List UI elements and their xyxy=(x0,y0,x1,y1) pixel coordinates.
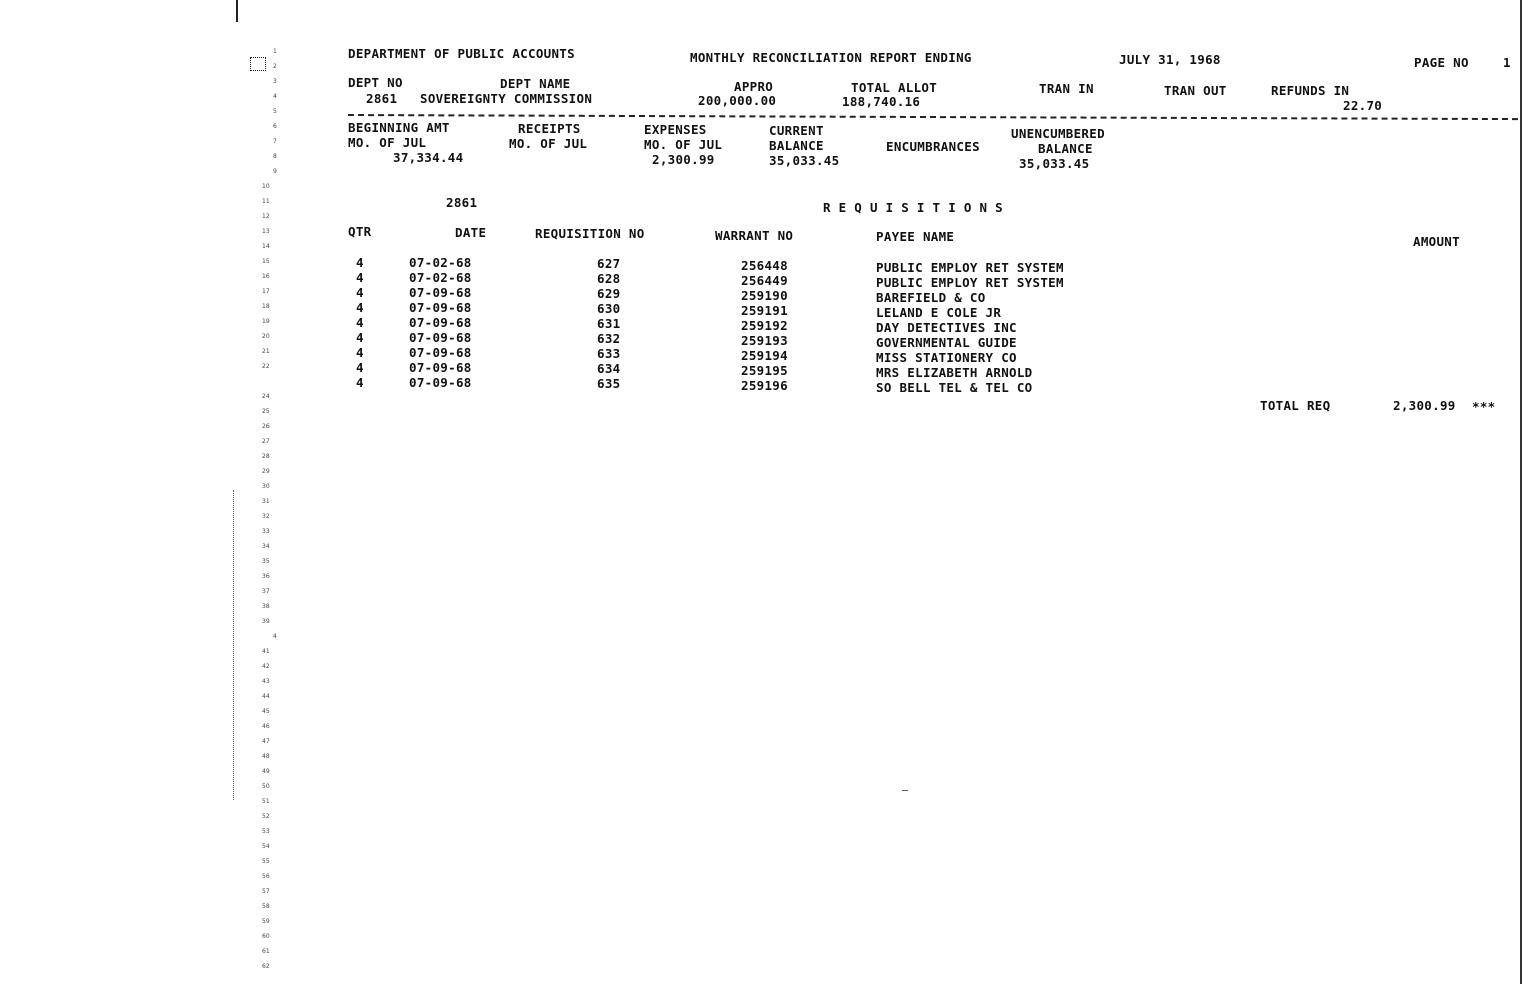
margin-line-number: 43 xyxy=(262,678,270,685)
margin-line-number: 37 xyxy=(262,588,270,595)
margin-line-number: 1 xyxy=(273,48,277,55)
column-header-qtr: QTR xyxy=(348,224,372,239)
margin-line-number: 6 xyxy=(273,123,277,130)
margin-line-number: 47 xyxy=(262,738,270,745)
cell-date: 07-09-68 xyxy=(409,330,472,345)
margin-line-number: 58 xyxy=(262,903,270,910)
margin-line-number: 4 xyxy=(273,633,277,640)
margin-line-number: 51 xyxy=(262,798,270,805)
margin-line-number: 12 xyxy=(262,213,270,220)
label-appro: APPRO xyxy=(734,79,774,94)
total-req-marker: *** xyxy=(1472,399,1496,414)
cell-requisition-no: 634 xyxy=(597,361,621,376)
cell-warrant-no: 259192 xyxy=(741,318,788,333)
cell-date: 07-09-68 xyxy=(409,360,472,375)
margin-line-number: 54 xyxy=(262,843,270,850)
cell-payee-name: BAREFIELD & CO xyxy=(876,290,986,305)
label-receipts: RECEIPTS xyxy=(518,121,581,136)
margin-line-number: 49 xyxy=(262,768,270,775)
cell-date: 07-09-68 xyxy=(409,285,472,300)
label-tran-in: TRAN IN xyxy=(1039,81,1094,96)
margin-line-number: 44 xyxy=(262,693,270,700)
margin-line-number: 20 xyxy=(262,333,270,340)
cell-warrant-no: 259193 xyxy=(741,333,788,348)
cell-requisition-no: 631 xyxy=(597,316,621,331)
margin-line-number: 5 xyxy=(273,108,277,115)
label-current-sub: BALANCE xyxy=(769,138,824,153)
margin-line-number: 21 xyxy=(262,348,270,355)
left-margin-dotted-line xyxy=(233,490,234,800)
margin-line-number: 11 xyxy=(262,198,270,205)
cell-requisition-no: 635 xyxy=(597,376,621,391)
label-beginning-amt-sub: MO. OF JUL xyxy=(348,135,427,150)
cell-warrant-no: 256448 xyxy=(741,258,788,273)
cell-date: 07-09-68 xyxy=(409,315,472,330)
margin-line-number: 7 xyxy=(273,138,277,145)
cell-payee-name: MRS ELIZABETH ARNOLD xyxy=(876,365,1033,380)
department-title: DEPARTMENT OF PUBLIC ACCOUNTS xyxy=(348,46,575,61)
cell-warrant-no: 256449 xyxy=(741,273,788,288)
margin-line-number: 38 xyxy=(262,603,270,610)
cell-requisition-no: 632 xyxy=(597,331,621,346)
cell-qtr: 4 xyxy=(356,375,364,390)
margin-line-number: 48 xyxy=(262,753,270,760)
value-current-balance: 35,033.45 xyxy=(769,153,840,168)
cell-requisition-no: 628 xyxy=(597,271,621,286)
report-title: MONTHLY RECONCILIATION REPORT ENDING xyxy=(690,50,972,65)
margin-line-number: 27 xyxy=(262,438,270,445)
label-unencumbered: UNENCUMBERED xyxy=(1011,126,1105,141)
cell-qtr: 4 xyxy=(356,315,364,330)
label-dept-no: DEPT NO xyxy=(348,75,403,90)
cell-payee-name: PUBLIC EMPLOY RET SYSTEM xyxy=(876,260,1064,275)
margin-line-number: 26 xyxy=(262,423,270,430)
value-dept-name: SOVEREIGNTY COMMISSION xyxy=(420,91,593,106)
value-beginning-amt: 37,334.44 xyxy=(393,150,464,165)
label-expenses: EXPENSES xyxy=(644,122,707,137)
label-current: CURRENT xyxy=(769,123,824,138)
margin-line-number: 28 xyxy=(262,453,270,460)
left-edge-mark xyxy=(236,0,238,22)
value-refunds-in: 22.70 xyxy=(1343,98,1383,113)
margin-line-number: 50 xyxy=(262,783,270,790)
margin-line-number: 29 xyxy=(262,468,270,475)
cell-date: 07-09-68 xyxy=(409,300,472,315)
cell-qtr: 4 xyxy=(356,330,364,345)
margin-line-number: 9 xyxy=(273,168,277,175)
requisitions-title: R E Q U I S I T I O N S xyxy=(823,200,1003,215)
margin-line-number: 16 xyxy=(262,273,270,280)
label-beginning-amt: BEGINNING AMT xyxy=(348,120,450,135)
cell-date: 07-02-68 xyxy=(409,255,472,270)
cell-date: 07-09-68 xyxy=(409,375,472,390)
margin-line-number: 15 xyxy=(262,258,270,265)
cell-requisition-no: 629 xyxy=(597,286,621,301)
column-header-date: DATE xyxy=(455,225,487,240)
margin-line-number: 53 xyxy=(262,828,270,835)
requisitions-dept-no: 2861 xyxy=(446,195,478,210)
scan-speck xyxy=(902,790,908,791)
separator-line xyxy=(348,114,1518,120)
cell-requisition-no: 633 xyxy=(597,346,621,361)
cell-warrant-no: 259194 xyxy=(741,348,788,363)
margin-line-number: 57 xyxy=(262,888,270,895)
label-refunds-in: REFUNDS IN xyxy=(1271,83,1350,98)
column-header-payee-name: PAYEE NAME xyxy=(876,229,955,244)
label-tran-out: TRAN OUT xyxy=(1164,83,1227,98)
margin-line-number: 60 xyxy=(262,933,270,940)
column-header-amount: AMOUNT xyxy=(1413,234,1460,249)
margin-line-number: 56 xyxy=(262,873,270,880)
margin-line-number: 36 xyxy=(262,573,270,580)
cell-payee-name: PUBLIC EMPLOY RET SYSTEM xyxy=(876,275,1064,290)
cell-payee-name: LELAND E COLE JR xyxy=(876,305,1002,320)
total-req-label: TOTAL REQ xyxy=(1260,398,1331,413)
margin-line-number: 19 xyxy=(262,318,270,325)
cell-payee-name: MISS STATIONERY CO xyxy=(876,350,1017,365)
margin-line-number: 39 xyxy=(262,618,270,625)
margin-line-number: 45 xyxy=(262,708,270,715)
cell-warrant-no: 259195 xyxy=(741,363,788,378)
value-appro: 200,000.00 xyxy=(698,93,777,108)
cell-payee-name: GOVERNMENTAL GUIDE xyxy=(876,335,1017,350)
margin-line-number: 8 xyxy=(273,153,277,160)
margin-line-number: 14 xyxy=(262,243,270,250)
margin-line-number: 25 xyxy=(262,408,270,415)
cell-date: 07-02-68 xyxy=(409,270,472,285)
label-receipts-sub: MO. OF JUL xyxy=(509,136,588,151)
cell-warrant-no: 259191 xyxy=(741,303,788,318)
label-expenses-sub: MO. OF JUL xyxy=(644,137,723,152)
margin-line-number: 32 xyxy=(262,513,270,520)
label-dept-name: DEPT NAME xyxy=(500,76,571,91)
margin-line-number: 62 xyxy=(262,963,270,970)
margin-line-number: 3 xyxy=(273,78,277,85)
cell-date: 07-09-68 xyxy=(409,345,472,360)
margin-line-number: 41 xyxy=(262,648,270,655)
margin-line-number: 13 xyxy=(262,228,270,235)
right-page-edge xyxy=(1520,0,1522,984)
margin-line-number: 52 xyxy=(262,813,270,820)
margin-line-number: 61 xyxy=(262,948,270,955)
page-label: PAGE NO xyxy=(1414,55,1469,70)
value-expenses: 2,300.99 xyxy=(652,152,715,167)
cell-qtr: 4 xyxy=(356,345,364,360)
cell-payee-name: SO BELL TEL & TEL CO xyxy=(876,380,1033,395)
margin-line-number: 4 xyxy=(273,93,277,100)
value-total-allot: 188,740.16 xyxy=(842,94,921,109)
margin-line-number: 22 xyxy=(262,363,270,370)
margin-line-number: 18 xyxy=(262,303,270,310)
margin-line-number: 42 xyxy=(262,663,270,670)
margin-line-number: 24 xyxy=(262,393,270,400)
cell-qtr: 4 xyxy=(356,285,364,300)
cell-requisition-no: 630 xyxy=(597,301,621,316)
cell-warrant-no: 259190 xyxy=(741,288,788,303)
label-encumbrances: ENCUMBRANCES xyxy=(886,139,980,154)
margin-line-number: 46 xyxy=(262,723,270,730)
value-unencumbered-balance: 35,033.45 xyxy=(1019,156,1090,171)
cell-qtr: 4 xyxy=(356,300,364,315)
cell-payee-name: DAY DETECTIVES INC xyxy=(876,320,1017,335)
margin-line-number: 34 xyxy=(262,543,270,550)
margin-line-number: 55 xyxy=(262,858,270,865)
checkbox-mark-icon xyxy=(250,57,266,71)
report-date: JULY 31, 1968 xyxy=(1119,52,1221,67)
margin-line-number: 35 xyxy=(262,558,270,565)
cell-warrant-no: 259196 xyxy=(741,378,788,393)
margin-line-number: 31 xyxy=(262,498,270,505)
cell-qtr: 4 xyxy=(356,270,364,285)
margin-line-number: 2 xyxy=(273,63,277,70)
margin-line-number: 30 xyxy=(262,483,270,490)
page-number: 1 xyxy=(1503,55,1511,70)
total-req-amount: 2,300.99 xyxy=(1393,398,1456,413)
value-dept-no: 2861 xyxy=(366,91,398,106)
margin-line-number: 33 xyxy=(262,528,270,535)
margin-line-number: 10 xyxy=(262,183,270,190)
cell-qtr: 4 xyxy=(356,255,364,270)
margin-line-number: 59 xyxy=(262,918,270,925)
label-total-allot: TOTAL ALLOT xyxy=(851,80,938,95)
label-unencumbered-sub: BALANCE xyxy=(1038,141,1093,156)
cell-requisition-no: 627 xyxy=(597,256,621,271)
cell-qtr: 4 xyxy=(356,360,364,375)
column-header-warrant-no: WARRANT NO xyxy=(715,228,794,243)
column-header-requisition-no: REQUISITION NO xyxy=(535,226,645,241)
margin-line-number: 17 xyxy=(262,288,270,295)
